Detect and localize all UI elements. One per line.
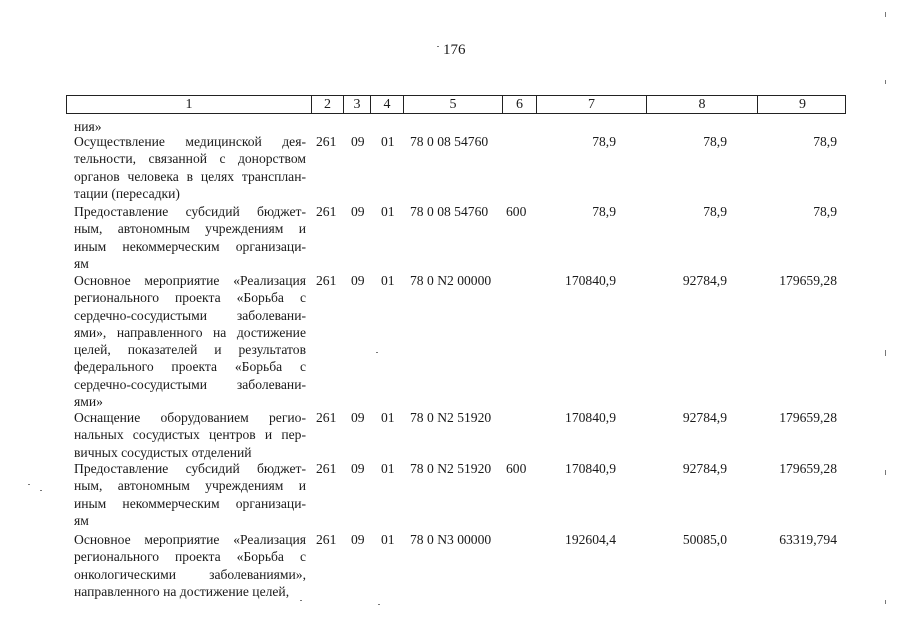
cell-amount-7: 170840,9 [565,273,616,288]
header-col-1: 1 [185,97,193,112]
cell-expense-type: 600 [506,461,527,476]
cell-section: 09 [351,273,365,288]
cell-amount-7: 192604,4 [565,532,616,547]
cell-amount-7: 78,9 [592,204,616,219]
header-col-3: 3 [343,96,370,113]
cell-amount-7: 78,9 [592,134,616,149]
cell-section: 09 [351,410,365,425]
cell-amount-8: 78,9 [703,204,727,219]
cell-amount-8: 92784,9 [682,273,727,288]
cell-amount-9: 63319,794 [779,532,837,547]
cell-target-article: 78 0 N3 00000 [410,532,492,547]
continuation-text: ния» [74,119,102,134]
row-description: Основное мероприятие «Реализация регионального проекта «Борьба с онкологическими заболеваниями», направленного на достижение целей, [74,532,306,599]
cell-target-article: 78 0 08 54760 [410,134,489,149]
cell-target-article: 78 0 N2 51920 [410,410,492,425]
cell-section: 09 [351,532,365,547]
scan-speck [885,350,886,356]
scan-speck [378,604,380,605]
scan-speck [300,600,302,601]
cell-ministry: 261 [316,461,337,476]
cell-target-article: 78 0 N2 00000 [410,273,492,288]
cell-amount-8: 92784,9 [682,410,727,425]
scan-speck [28,484,30,485]
cell-amount-8: 92784,9 [682,461,727,476]
header-col-8: 8 [646,96,757,113]
cell-amount-7: 170840,9 [565,461,616,476]
cell-amount-9: 179659,28 [779,410,837,425]
scan-speck [885,600,886,604]
scan-speck [885,80,886,84]
scan-speck [885,470,886,475]
scan-speck [376,352,378,353]
scan-speck [40,490,42,491]
cell-amount-9: 179659,28 [779,273,837,288]
cell-subsection: 01 [381,410,395,425]
cell-subsection: 01 [381,134,395,149]
cell-amount-9: 179659,28 [779,461,837,476]
cell-amount-8: 50085,0 [682,532,727,547]
cell-amount-8: 78,9 [703,134,727,149]
cell-section: 09 [351,134,365,149]
cell-section: 09 [351,461,365,476]
cell-subsection: 01 [381,532,395,547]
page-number: 176 [443,42,466,58]
cell-target-article: 78 0 08 54760 [410,204,489,219]
cell-ministry: 261 [316,410,337,425]
cell-expense-type: 600 [506,204,527,219]
scan-speck [885,12,886,17]
cell-amount-7: 170840,9 [565,410,616,425]
cell-ministry: 261 [316,134,337,149]
cell-amount-9: 78,9 [813,134,837,149]
row-description: Оснащение оборудованием регио- нальных сосудистых центров и пер- вичных сосудистых отделений [74,410,306,460]
table-header [66,95,846,114]
cell-ministry: 261 [316,532,337,547]
cell-section: 09 [351,204,365,219]
row-description: Предоставление субсидий бюджет- ным, автономным учреждениям и иным некоммерческим организаци- ям [74,204,306,271]
header-col-2: 2 [311,96,343,113]
cell-subsection: 01 [381,461,395,476]
cell-ministry: 261 [316,273,337,288]
cell-amount-9: 78,9 [813,204,837,219]
row-description: Осуществление медицинской дея- тельности, связанной с донорством органов человека в целях трансплан- тации (пересадки) [74,134,306,201]
header-col-6: 6 [502,96,536,113]
row-description: Основное мероприятие «Реализация регионального проекта «Борьба с сердечно-сосудистыми заболевани- ями», направленного на достижение целей, показателей и результатов федерального проекта «Борьба с сердечно-сосудистыми заболевани- ями» [74,273,306,410]
header-col-9: 9 [757,96,847,113]
cell-subsection: 01 [381,273,395,288]
cell-ministry: 261 [316,204,337,219]
header-col-7: 7 [536,96,646,113]
header-col-4: 4 [370,96,403,113]
header-col-5: 5 [403,96,502,113]
scan-speck [437,46,439,47]
cell-target-article: 78 0 N2 51920 [410,461,492,476]
cell-subsection: 01 [381,204,395,219]
row-description: Предоставление субсидий бюджет- ным, автономным учреждениям и иным некоммерческим организаци- ям [74,461,306,528]
